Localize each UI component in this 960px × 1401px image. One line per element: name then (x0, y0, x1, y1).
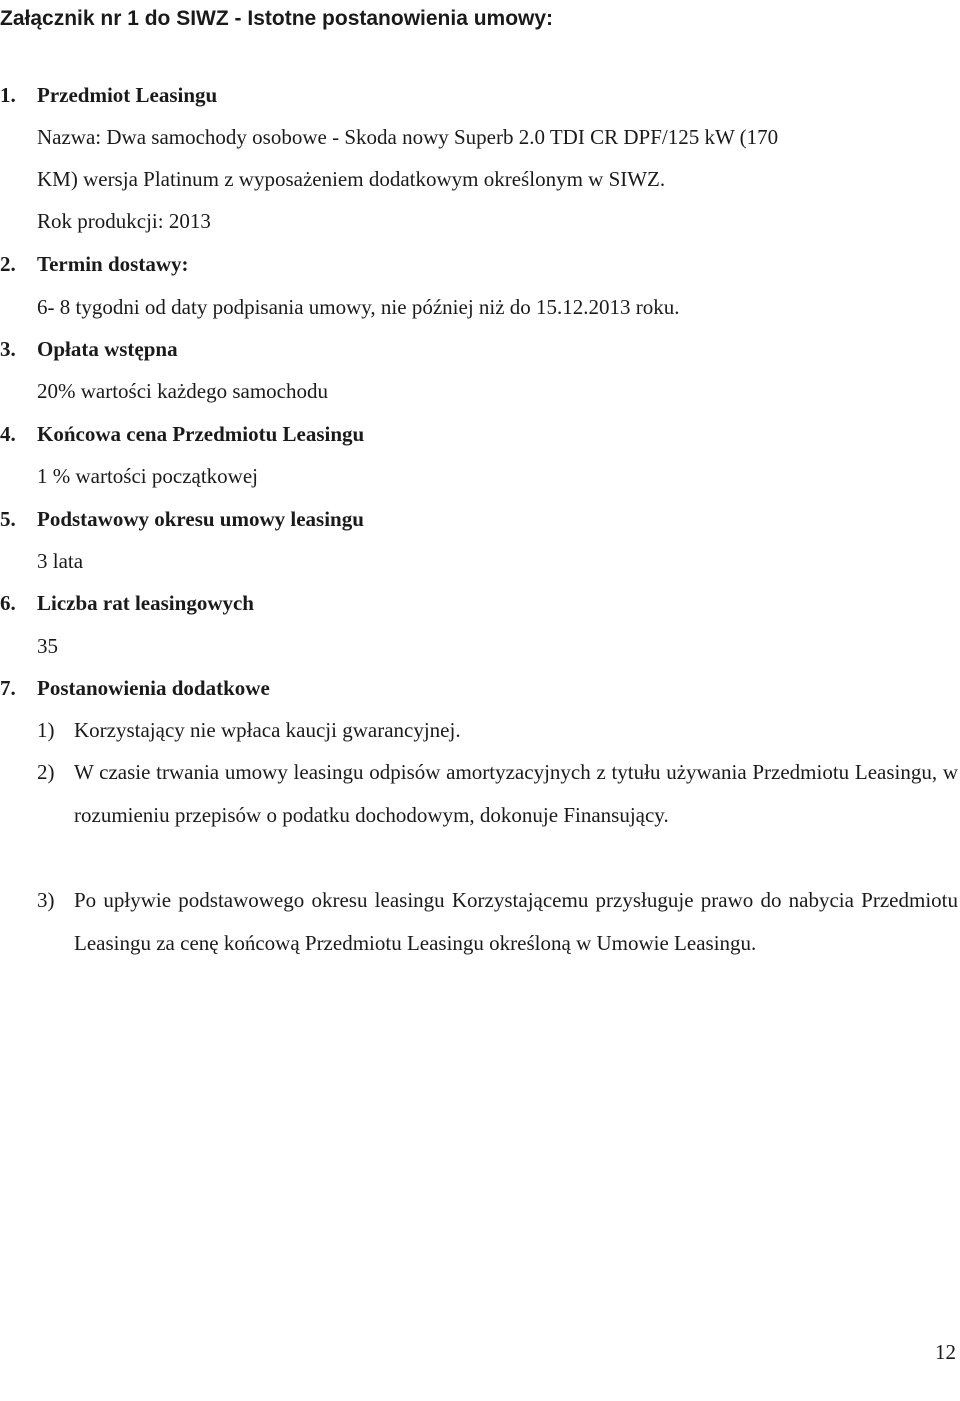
item-number: 2) (37, 760, 55, 784)
item-text: Po upływie podstawowego okresu leasingu Korzystającemu przysługuje prawo do nabycia Przedmiotu Leasingu za cenę końcową Przedmiotu Leasingu określoną w Umowie Leasingu. (74, 888, 958, 955)
item-number: 1) (37, 718, 55, 742)
section-1-line-3: Rok produkcji: 2013 (37, 209, 211, 233)
document-title: Załącznik nr 1 do SIWZ - Istotne postanowienia umowy: (0, 7, 554, 30)
section-4-heading (0, 420, 364, 448)
section-number: 4. (0, 422, 16, 446)
section-2-heading (0, 250, 188, 278)
section-number: 3. (0, 337, 16, 361)
section-title: Opłata wstępna (37, 337, 178, 361)
section-number: 5. (0, 507, 16, 531)
section-6-heading (0, 589, 254, 617)
section-3-heading (0, 335, 178, 363)
section-3-line-1: 20% wartości każdego samochodu (37, 379, 328, 403)
page-number: 12 (935, 1340, 956, 1364)
item-number: 3) (37, 888, 55, 912)
section-1-heading (0, 81, 217, 109)
section-number: 2. (0, 252, 16, 276)
section-title: Termin dostawy: (37, 252, 189, 276)
list-item (37, 716, 958, 744)
section-1-line-1: Nazwa: Dwa samochody osobowe - Skoda nowy Superb 2.0 TDI CR DPF/125 kW (170 (37, 125, 779, 149)
item-text: Korzystający nie wpłaca kaucji gwarancyjnej. (74, 718, 461, 742)
section-title: Przedmiot Leasingu (37, 83, 218, 107)
section-number: 6. (0, 591, 16, 615)
section-title: Końcowa cena Przedmiotu Leasingu (37, 422, 365, 446)
section-number: 7. (0, 676, 16, 700)
section-title: Liczba rat leasingowych (37, 591, 254, 615)
section-5-heading (0, 505, 364, 533)
list-item (37, 879, 958, 964)
item-text: W czasie trwania umowy leasingu odpisów amortyzacyjnych z tytułu używania Przedmiotu Leasingu, w rozumieniu przepisów o podatku dochodowym, dokonuje Finansujący. (74, 760, 958, 827)
list-item (37, 751, 958, 836)
section-5-line-1: 3 lata (37, 549, 84, 573)
section-2-line-1: 6- 8 tygodni od daty podpisania umowy, nie później niż do 15.12.2013 roku. (37, 295, 680, 319)
section-title: Postanowienia dodatkowe (37, 676, 270, 700)
section-title: Podstawowy okresu umowy leasingu (37, 507, 364, 531)
section-4-line-1: 1 % wartości początkowej (37, 464, 259, 488)
section-number: 1. (0, 83, 16, 107)
section-1-line-2: KM) wersja Platinum z wyposażeniem dodatkowym określonym w SIWZ. (37, 167, 666, 191)
section-6-line-1: 35 (37, 634, 58, 658)
section-7-heading (0, 674, 270, 702)
